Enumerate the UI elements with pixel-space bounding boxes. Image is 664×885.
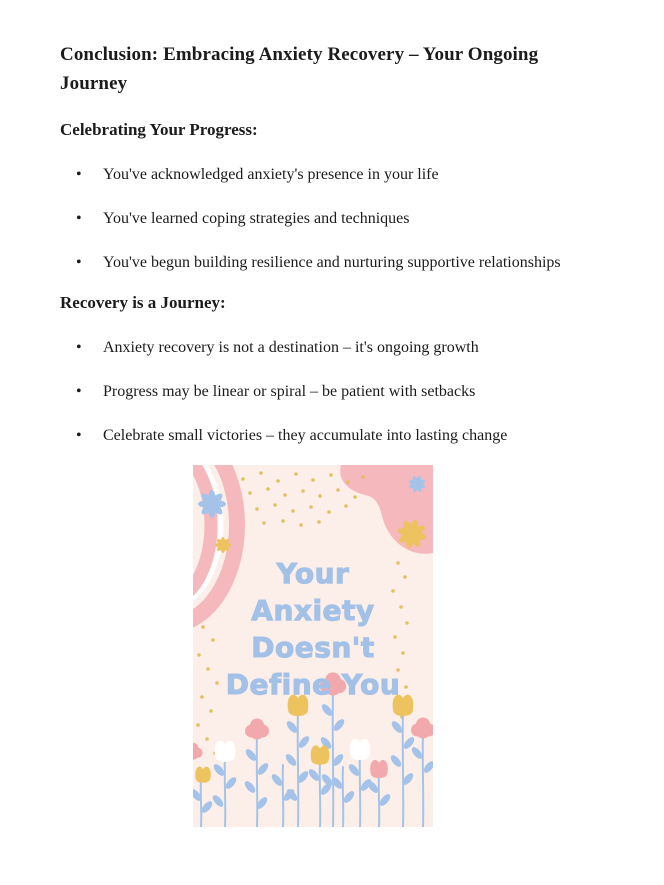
bullet-text: You've learned coping strategies and techniques (103, 210, 410, 227)
quote-line: Doesn't (251, 631, 375, 664)
bullet-text: Celebrate small victories – they accumulate into lasting change (103, 427, 508, 444)
blue-daisy-icon (198, 490, 226, 518)
list-item (60, 381, 604, 402)
list-item (60, 425, 604, 446)
quote-line: Your (276, 557, 350, 590)
list-item (60, 252, 604, 273)
bullet-text: You've begun building resilience and nurturing supportive relationships (103, 254, 561, 271)
poster-quote-text (193, 555, 433, 703)
bullet-text: Progress may be linear or spiral – be patient with setbacks (103, 383, 476, 400)
page-title: Conclusion: Embracing Anxiety Recovery – Your Ongoing Journey (60, 44, 539, 94)
bullet-text: You've acknowledged anxiety's presence in your life (103, 166, 439, 183)
section-heading-journey: Recovery is a Journey: (60, 293, 226, 312)
bullet-list-progress (60, 164, 604, 273)
quote-line: Define You (225, 668, 401, 701)
list-item (60, 164, 604, 185)
list-item (60, 337, 604, 358)
anxiety-poster-image[interactable] (193, 465, 433, 827)
quote-line: Anxiety (251, 594, 375, 627)
yellow-daisy-icon (215, 537, 231, 553)
section-heading-progress: Celebrating Your Progress: (60, 120, 258, 139)
bullet-list-journey (60, 337, 604, 446)
list-item (60, 208, 604, 229)
bullet-text: Anxiety recovery is not a destination – it's ongoing growth (103, 339, 479, 356)
